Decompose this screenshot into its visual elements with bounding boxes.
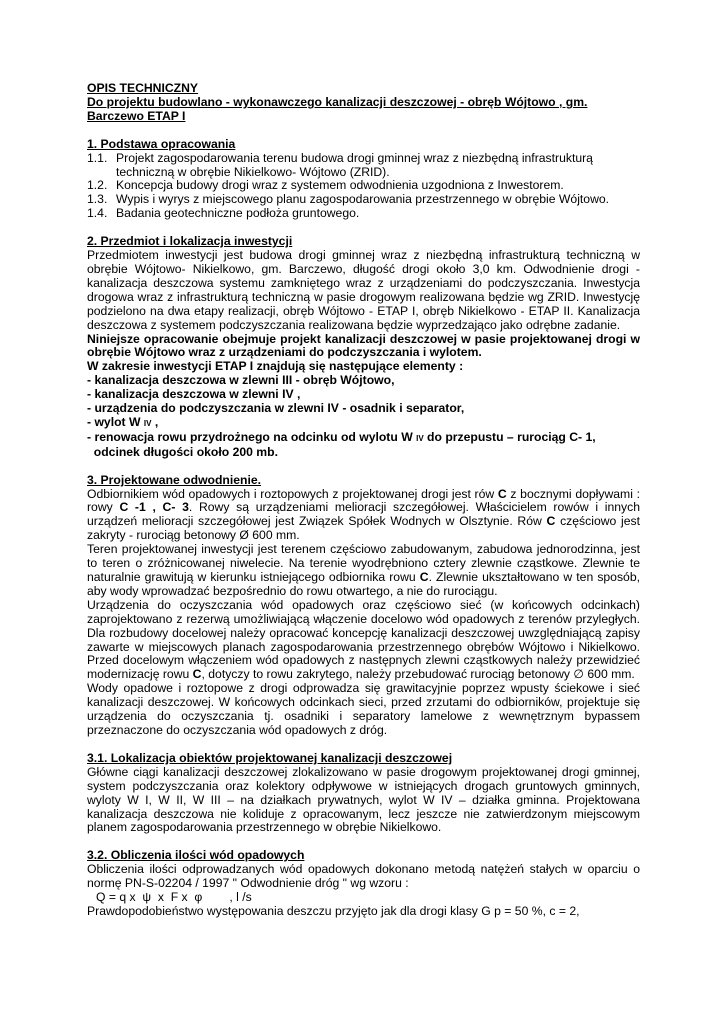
list-item: 1.1. Projekt zagospodarowania terenu budowa drogi gminnej wraz z niezbędną infrastrukturą [87, 150, 593, 165]
scope-item: - renowacja rowu przydrożnego na odcinku od wylotu W IV do przepustu – rurociąg C- 1, [87, 429, 596, 444]
doc-title: OPIS TECHNICZNY [87, 81, 199, 95]
text-line: naturalnie grawitują w kierunku istniejącego odbiornika rowu C. Zlewnie ukształtowano w ten sposób, [87, 570, 640, 584]
doc-subtitle-line-1: Do projektu budowlano - wykonawczego kanalizacji deszczowej - obręb Wójtowo , gm. [87, 94, 588, 109]
text-line: to teren o zróżnicowanej niwelecie. Na terenie wyodrębniono cztery zlewnie cząstkowe. Zlewnie te [87, 556, 640, 571]
bold-line: W zakresie inwestycji ETAP I znajdują się następujące elementy : [87, 359, 464, 374]
section-3-2-heading: 3.2. Obliczenia ilości wód opadowych [87, 848, 305, 863]
text-line: aby wody wprowadzać bezpośrednio do rowu otwartego, a nie do rurociągu. [87, 583, 498, 598]
text-line: rowy C -1 , C- 3. Rowy są urządzeniami melioracji szczegółowej. Właścicielem rowów i innych [87, 500, 640, 515]
text-line: obrębie Wójtowo- Nikielkowo, gm. Barczewo, długość drogi około 3,0 km. Odwodnienie drogi - [87, 261, 640, 276]
scope-item: - kanalizacja deszczowa w zlewni III - obręb Wójtowo, [87, 373, 395, 388]
bold-line: Niniejsze opracowanie obejmuje projekt kanalizacji deszczowej w pasie projektowanej drogi w [87, 331, 640, 346]
text-line: Główne ciągi kanalizacji deszczowej zlokalizowano w pasie drogowym projektowanej drogi gminnej, [87, 764, 640, 779]
list-item: 1.4. Badania geotechniczne podłoża gruntowego. [87, 206, 360, 221]
section-1-heading: 1. Podstawa opracowania [87, 136, 236, 151]
text-line: Teren projektowanej inwestycji jest terenem częściowo zabudowanym, zabudowa jednorodzinna, jest [87, 542, 640, 557]
text-line: deszczowa z systemem podczyszczania realizowana będzie wyprzedzająco jako odrębne zadanie. [87, 317, 621, 332]
list-item: 1.2. Koncepcja budowy drogi wraz z systemem odwodnienia uzgodniona z Inwestorem. [87, 178, 564, 193]
section-3-heading: 3. Projektowane odwodnienie. [87, 472, 262, 487]
text-line: Dla rozbudowy docelowej należy opracować koncepcję kanalizacji deszczowej uwzględniającą zapisy [87, 625, 640, 640]
text-line: kanalizacja deszczowa nie koliduje z opracowanym, lecz jeszcze nie zatwierdzonym miejscowym [87, 806, 640, 821]
text-line: drogowa wraz z infrastrukturą techniczną w pasie drogowym realizowana będzie wg ZRID. Inwestycję [87, 289, 640, 304]
list-item-continuation: techniczną w obrębie Nikielkowo- Wójtowo (ZRID). [116, 164, 390, 179]
section-3-1-heading: 3.1. Lokalizacja obiektów projektowanej kanalizacji deszczowej [87, 750, 453, 765]
text-line: kanalizacji deszczowej. W końcowych odcinkach sieci, przed zrzutami do odbiorników, projektuje się [87, 695, 640, 710]
bold-line: obrębie Wójtowo wraz z urządzeniami do podczyszczania i wylotem. [87, 345, 482, 360]
text-line: zaprojektowano z rezerwą umożliwiającą włączenie docelowo wód opadowych z terenów przyległych. [87, 611, 640, 626]
document-page [87, 82, 640, 919]
text-line: zawarte w miejscowych planach zagospodarowania przestrzennego obrębów Wójtowo i Nikielkowo. [87, 639, 640, 654]
text-line: Przed docelowym włączeniem wód opadowych z następnych zlewni cząstkowych należy przewidzieć [87, 653, 640, 668]
scope-item: - urządzenia do podczyszczania w zlewni IV - osadnik i separator, [87, 401, 465, 416]
scope-item: - wylot W IV , [87, 414, 159, 429]
text-line: kanalizacja deszczowa systemu zamkniętego wraz z urządzeniami do podczyszczania. Inwestycja [87, 275, 640, 290]
text-line: urządzeń melioracji szczegółowej jest Związek Spółek Wodnych w Olsztynie. Rów C częściowo jest [87, 514, 640, 529]
text-line: normę PN-S-02204 / 1997 " Odwodnienie dróg " wg wzoru : [87, 876, 409, 891]
text-line: modernizację rowu C, dotyczy to rowu zakrytego, należy przebudować rurociąg betonowy ∅ 600 mm. [87, 667, 635, 682]
scope-item-continuation: odcinek długości około 200 mb. [87, 444, 278, 459]
scope-item: - kanalizacja deszczowa w zlewni IV , [87, 387, 301, 402]
text-line: zakryty - rurociąg betonowy Ø 600 mm. [87, 528, 300, 543]
text-line: system podczyszczania oraz kolektory odpływowe w istniejących drogach gruntowych gminnych, [87, 778, 640, 793]
formula: Q = q x ψ x F x φ , l /s [96, 890, 252, 905]
text-line: Prawdopodobieństwo występowania deszczu przyjęto jak dla drogi klasy G p = 50 %, c = 2, [87, 903, 580, 918]
text-line: Urządzenia do oczyszczania wód opadowych oraz częściowo sieć (w końcowych odcinkach) [87, 597, 640, 612]
list-item: 1.3. Wypis i wyrys z miejscowego planu zagospodarowania przestrzennego w obrębie Wójtowo. [87, 192, 610, 207]
doc-subtitle-line-2: Barczewo ETAP I [87, 108, 186, 123]
section-2-heading: 2. Przedmiot i lokalizacja inwestycji [87, 234, 293, 249]
text-line: Obliczenia ilości odprowadzanych wód opadowych dokonano metodą natężeń stałych w oparciu o [87, 862, 640, 877]
text-line: podzielono na dwa etapy realizacji, obręb Wójtowo - ETAP I, obręb Nikielkowo - ETAP II. Kanalizacja [87, 303, 640, 318]
text-line: urządzenia do oczyszczania tj. osadniki i separatory lamelowe z wewnętrznym bypassem [87, 709, 640, 724]
text-line: Przedmiotem inwestycji jest budowa drogi gminnej wraz z niezbędną infrastrukturą techniczną w [87, 248, 640, 263]
text-line: planem zagospodarowania przestrzennego w obrębie Nikielkowo. [87, 820, 442, 835]
text-line: Wody opadowe i roztopowe z drogi odprowadza się grawitacyjnie poprzez wpusty ściekowe i sieć [87, 681, 640, 696]
text-line: wyloty W I, W II, W III – na działkach prywatnych, wylot W IV – działka gminna. Projektowana [87, 792, 640, 807]
text-line: Odbiornikiem wód opadowych i roztopowych z projektowanej drogi jest rów C z bocznymi dopływami : [87, 486, 640, 501]
text-line: przeznaczone do oczyszczania wód opadowych z dróg. [87, 722, 388, 737]
